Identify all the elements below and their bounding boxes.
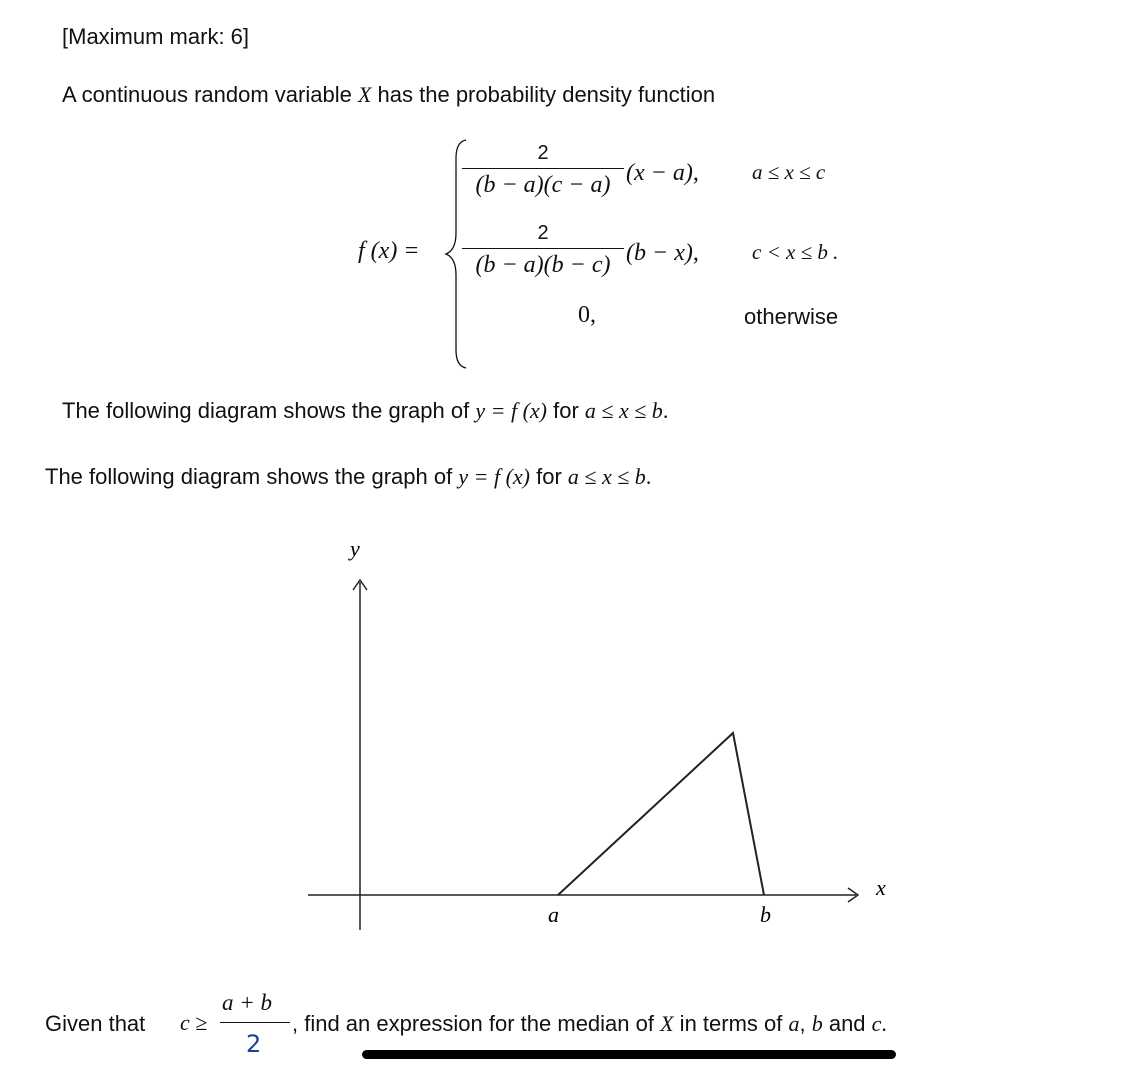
case2-numerator: 2 <box>537 222 549 244</box>
intro-before: A continuous random variable <box>62 82 358 107</box>
case3-condition: otherwise <box>744 304 839 329</box>
question-b: b <box>811 1011 823 1036</box>
caption-eq: y = f (x) <box>475 398 547 423</box>
case2-denominator: (b − a)(b − c) <box>475 252 611 278</box>
case2-condition: c < x ≤ b . <box>752 240 839 264</box>
caption-range: a ≤ x ≤ b <box>584 398 663 423</box>
y-axis-label: y <box>350 536 360 561</box>
caption-mid: for <box>529 464 568 489</box>
pdf-lhs: f (x) = <box>358 238 420 264</box>
caption-end: . <box>662 398 669 423</box>
question-a: a <box>788 1011 800 1036</box>
case3-value: 0, <box>578 302 596 328</box>
handwritten-denominator: 2 <box>246 1030 262 1058</box>
question-comma: , <box>799 1011 812 1036</box>
a-label: a <box>548 902 559 927</box>
question-inequality: c ≥ <box>180 1010 208 1035</box>
caption-before: The following diagram shows the graph of <box>45 464 459 489</box>
question-frac-numerator: a + b <box>222 990 273 1015</box>
intro-after: has the probability density function <box>371 82 716 107</box>
question-and: and <box>822 1011 872 1036</box>
question-before: Given that <box>45 1011 146 1036</box>
pdf-curve <box>558 733 764 895</box>
redaction-bar <box>362 1050 896 1059</box>
case1-denominator: (b − a)(c − a) <box>475 172 611 198</box>
max-mark: [Maximum mark: 6] <box>62 24 250 49</box>
question-after: , find an expression for the median of <box>292 1011 661 1036</box>
case1-condition: a ≤ x ≤ c <box>752 160 826 184</box>
question-c: c <box>871 1011 882 1036</box>
case1-numerator: 2 <box>537 142 549 164</box>
b-label: b <box>760 902 771 927</box>
x-axis-label: x <box>876 875 886 900</box>
question-tail: in terms of <box>673 1011 789 1036</box>
case1-factor: (x − a), <box>626 160 699 186</box>
case2-factor: (b − x), <box>626 240 699 266</box>
question-var: X <box>660 1011 674 1036</box>
question-end: . <box>881 1011 887 1036</box>
caption-eq: y = f (x) <box>458 464 530 489</box>
caption-end: . <box>645 464 652 489</box>
question-fraction-bar <box>220 1022 290 1023</box>
caption-mid: for <box>546 398 585 423</box>
question-text <box>292 1011 887 1037</box>
intro-var: X <box>357 82 372 107</box>
caption-range: a ≤ x ≤ b <box>567 464 646 489</box>
caption-before: The following diagram shows the graph of <box>62 398 476 423</box>
